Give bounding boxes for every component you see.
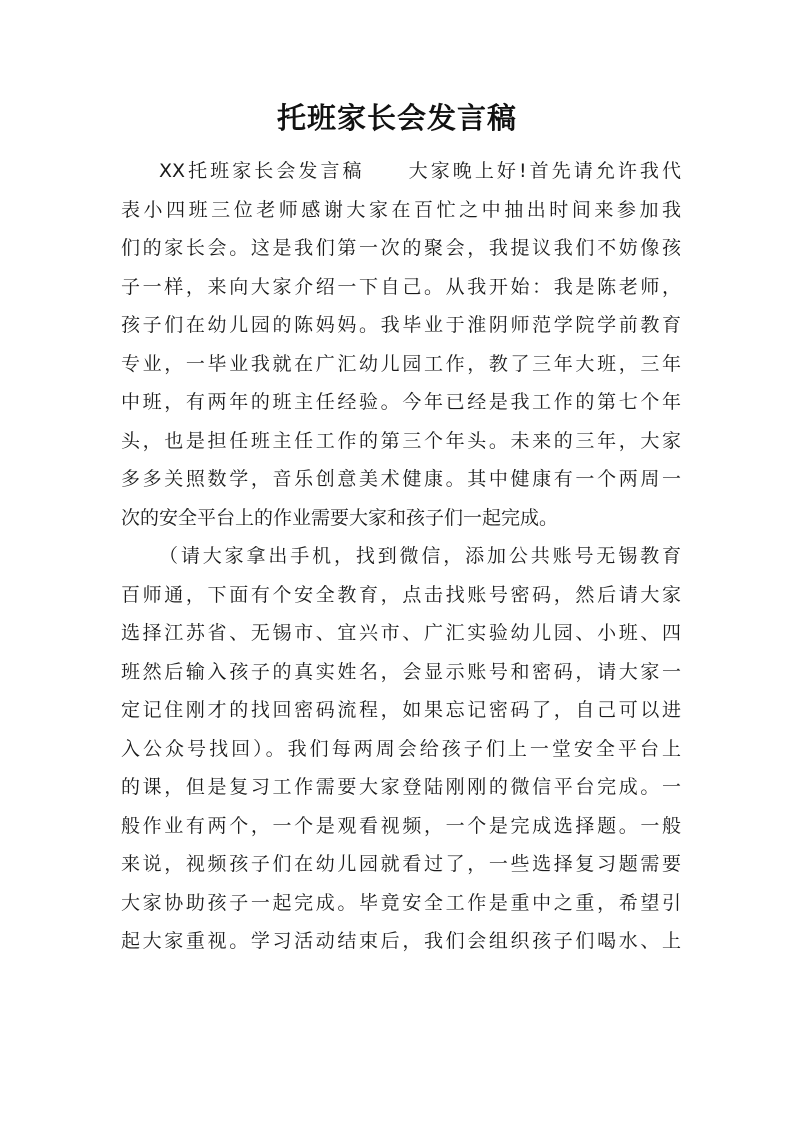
text-line: 的课，但是复习工作需要大家登陆刚刚的微信平台完成。一: [121, 776, 681, 798]
text-line: 入公众号找回）。我们每两周会给孩子们上一堂安全平台上: [121, 737, 681, 760]
text-line: 来说，视频孩子们在幼儿园就看过了，一些选择复习题需要: [121, 853, 681, 875]
text-line: （请大家拿出手机，找到微信，添加公共账号无锡教育: [159, 545, 681, 567]
text-line: 次的安全平台上的作业需要大家和孩子们一起完成。: [121, 506, 559, 529]
text-line: 选择江苏省、无锡市、宜兴市、广汇实验幼儿园、小班、四: [121, 622, 681, 644]
text-line: 起大家重视。学习活动结束后，我们会组织孩子们喝水、上: [121, 930, 681, 952]
text-line: 班然后输入孩子的真实姓名，会显示账号和密码，请大家一: [121, 660, 681, 683]
text-line: 们的家长会。这是我们第一次的聚会，我提议我们不妨像孩: [121, 237, 681, 259]
text-line: 大家协助孩子一起完成。毕竟安全工作是重中之重，希望引: [121, 891, 681, 914]
text-line: 般作业有两个，一个是观看视频，一个是完成选择题。一般: [121, 814, 681, 837]
text-line: 专业，一毕业我就在广汇幼儿园工作，教了三年大班，三年: [121, 352, 681, 375]
document-title: 托班家长会发言稿: [276, 101, 517, 135]
document-body: [121, 152, 681, 961]
text-line: 表小四班三位老师感谢大家在百忙之中抽出时间来参加我: [121, 198, 681, 221]
text-line: 定记住刚才的找回密码流程，如果忘记密码了，自己可以进: [121, 699, 681, 721]
text-line: 头，也是担任班主任工作的第三个年头。未来的三年，大家: [121, 429, 681, 452]
text-line: 多多关照数学，音乐创意美术健康。其中健康有一个两周一: [121, 468, 681, 490]
text-line: 中班，有两年的班主任经验。今年已经是我工作的第七个年: [121, 391, 681, 413]
text-line: 百师通，下面有个安全教育，点击找账号密码，然后请大家: [121, 583, 681, 606]
text-line: XX托班家长会发言稿 大家晚上好!首先请允许我代: [159, 160, 681, 182]
text-line: 子一样，来向大家介绍一下自己。从我开始：我是陈老师，: [121, 275, 681, 298]
text-line: 孩子们在幼儿园的陈妈妈。我毕业于淮阴师范学院学前教育: [121, 314, 681, 336]
